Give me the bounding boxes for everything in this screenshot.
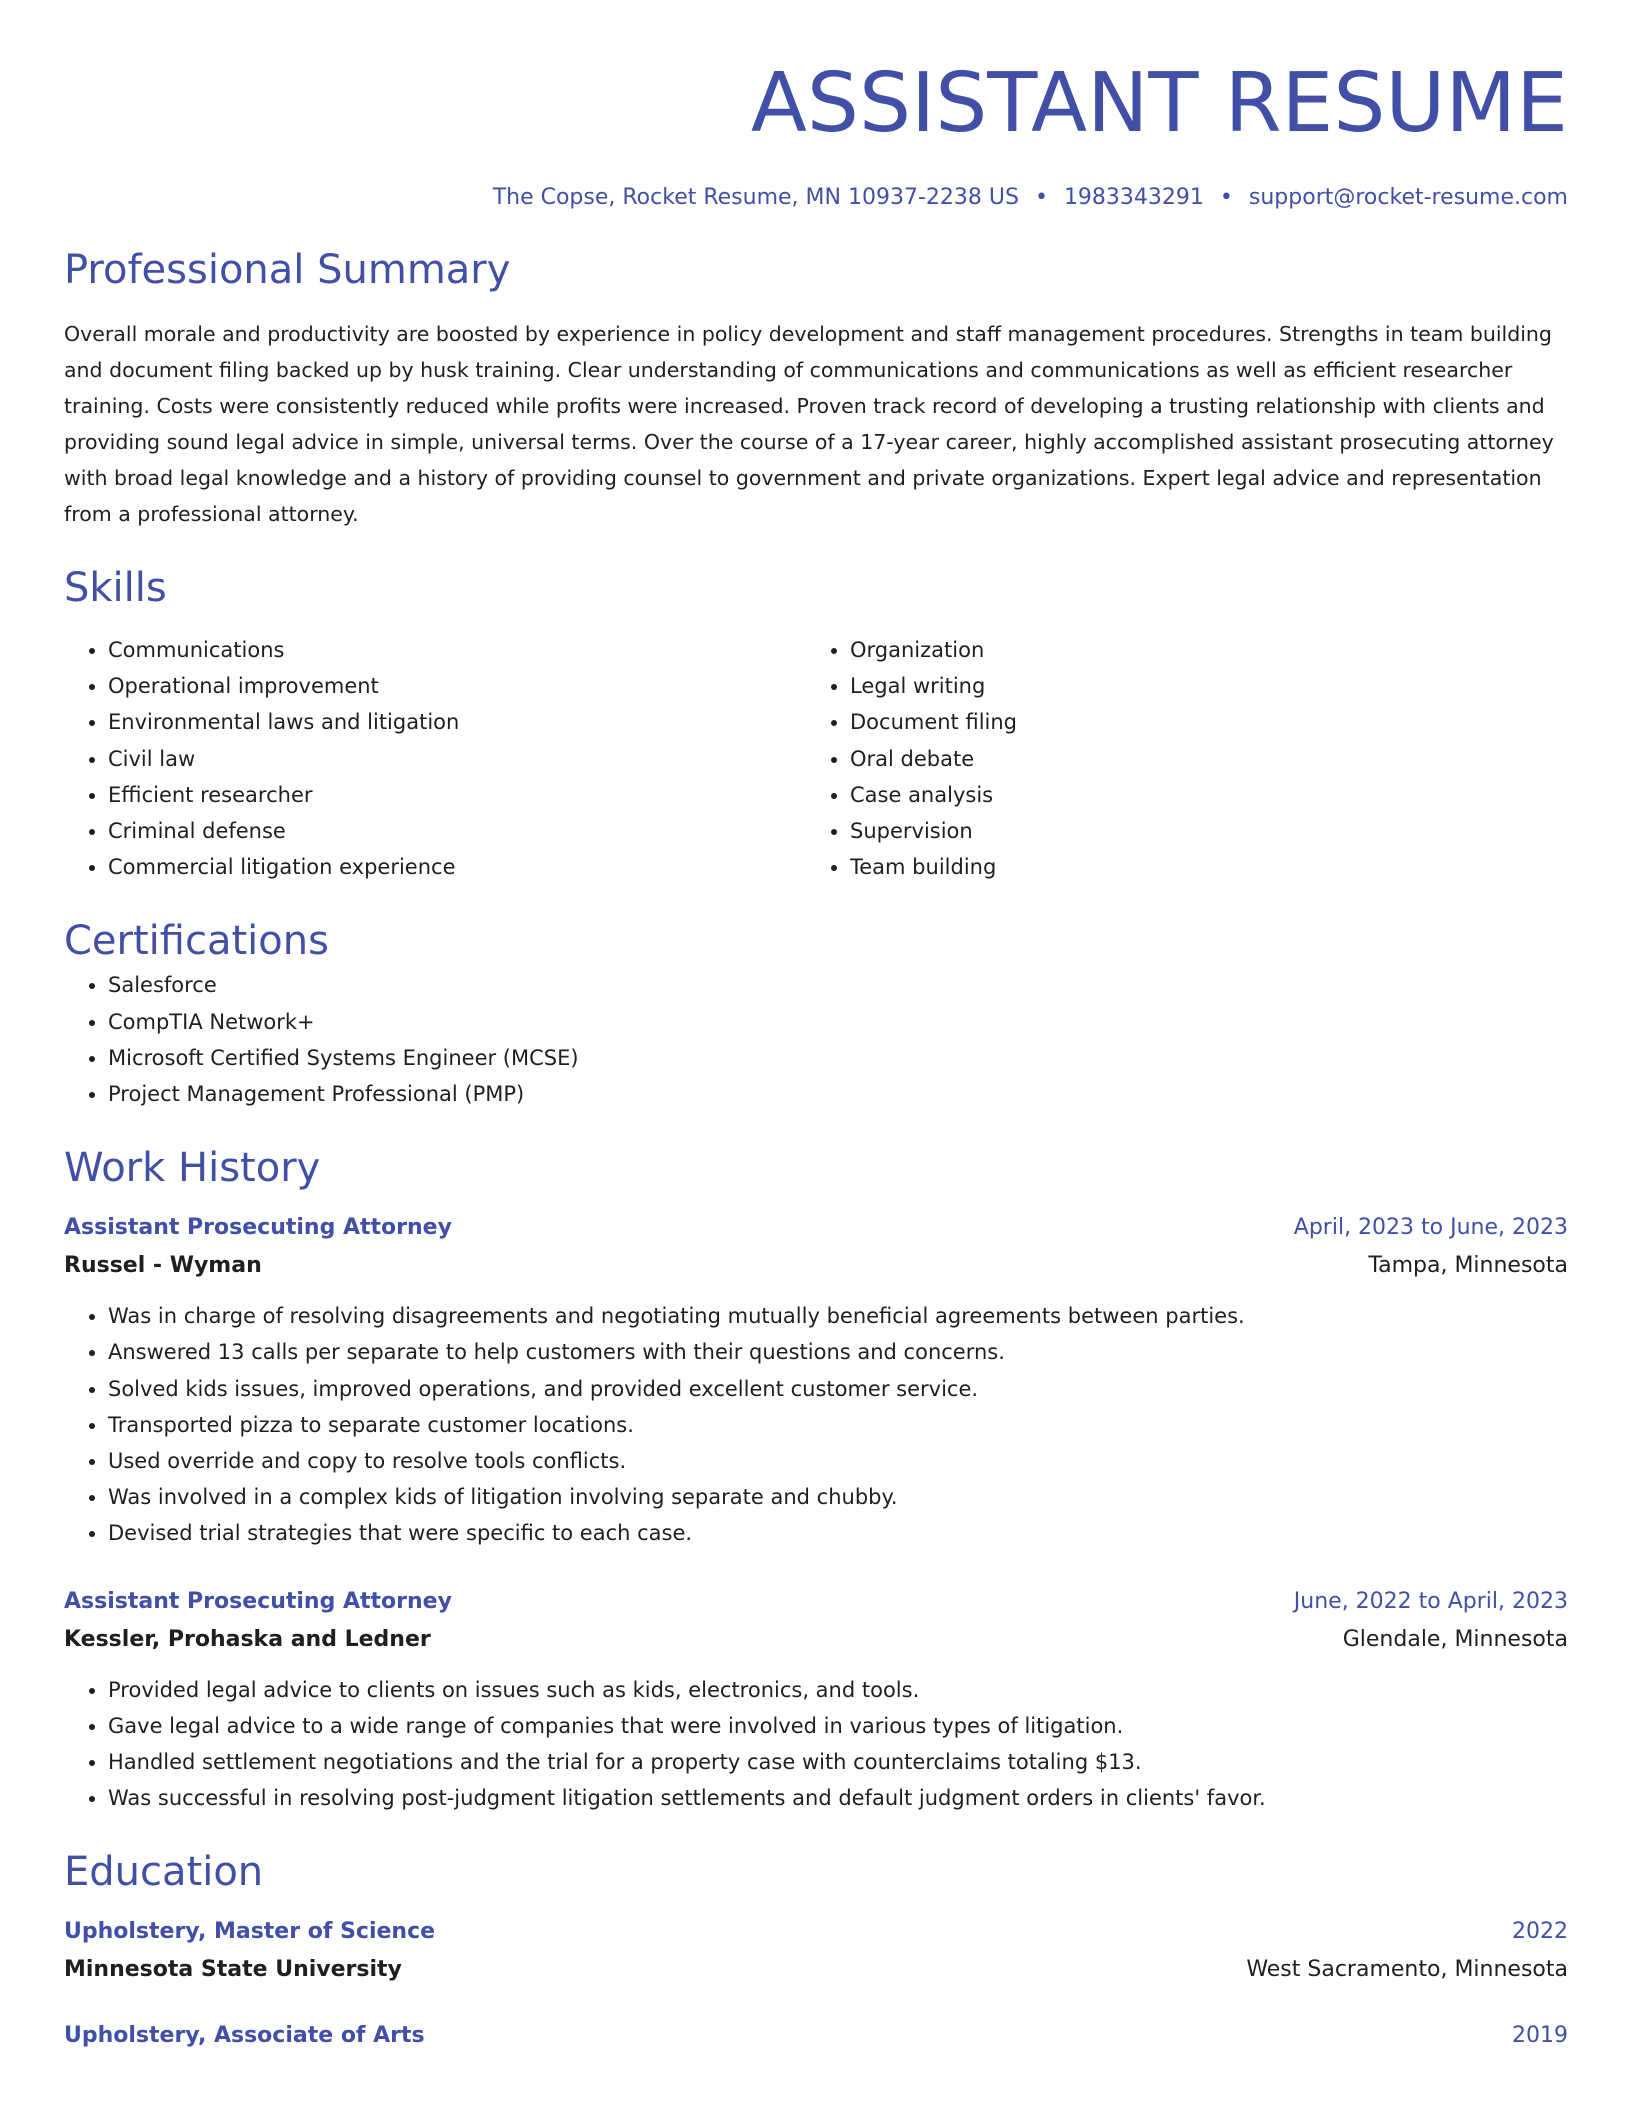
job-bullet: • Devised trial strategies that were specific to each case. xyxy=(108,1515,1568,1551)
education-year: 2019 xyxy=(1512,2023,1568,2049)
contact-separator: • xyxy=(1034,185,1048,210)
skill-item: • Case analysis xyxy=(850,777,1548,813)
job-header-row xyxy=(64,1212,1568,1244)
skill-item: • Commercial litigation experience xyxy=(108,849,806,885)
job-bullets xyxy=(64,1672,1568,1817)
summary-heading: Professional Summary xyxy=(64,247,511,293)
summary-text: Overall morale and productivity are boosted by experience in policy development and staff management procedures. Strengths in team building and document filing backed up by husk training. Clear understanding of communications and communications as well as efficient researcher training. Costs were consistently reduced while profits were increased. Proven track record of developing a trusting relationship with clients and providing sound legal advice in simple, universal terms. Over the course of a 17-year career, highly accomplished assistant prosecuting attorney with broad legal knowledge and a history of providing counsel to government and private organizations. Expert legal advice and representation from a professional attorney. xyxy=(64,322,1554,526)
job-bullet: • Was involved in a complex kids of litigation involving separate and chubby. xyxy=(108,1479,1568,1515)
resume-title: ASSISTANT RESUME xyxy=(750,56,1568,151)
education-location: West Sacramento, Minnesota xyxy=(1246,1957,1568,1983)
skill-item: • Supervision xyxy=(850,813,1548,849)
job-bullet: • Transported pizza to separate customer locations. xyxy=(108,1407,1568,1443)
certification-item: • CompTIA Network+ xyxy=(108,1004,1568,1040)
education-header-row xyxy=(64,2020,1568,2052)
contact-line xyxy=(64,182,1568,214)
skill-item: • Operational improvement xyxy=(108,668,806,704)
education-year: 2022 xyxy=(1512,1919,1568,1945)
job-entry xyxy=(64,1212,1568,1551)
skills-columns xyxy=(64,632,1568,885)
skills-column-left xyxy=(64,632,806,885)
skill-item: • Civil law xyxy=(108,741,806,777)
job-company-row xyxy=(64,1248,1568,1284)
education-degree: Upholstery, Associate of Arts xyxy=(64,2023,425,2049)
resume-header xyxy=(64,0,1568,214)
job-bullet: • Solved kids issues, improved operations, and provided excellent customer service. xyxy=(108,1371,1568,1407)
education-degree: Upholstery, Master of Science xyxy=(64,1919,436,1945)
job-bullets xyxy=(64,1298,1568,1551)
job-bullet: • Was in charge of resolving disagreements and negotiating mutually beneficial agreements between parties. xyxy=(108,1298,1568,1334)
education-entry xyxy=(64,2020,1568,2052)
contact-separator: • xyxy=(1219,185,1233,210)
job-bullet: • Handled settlement negotiations and the trial for a property case with counterclaims totaling $13. xyxy=(108,1744,1568,1780)
education-header-row xyxy=(64,1916,1568,1948)
job-company-row xyxy=(64,1622,1568,1658)
job-bullet: • Provided legal advice to clients on issues such as kids, electronics, and tools. xyxy=(108,1672,1568,1708)
skill-item: • Criminal defense xyxy=(108,813,806,849)
certifications-heading: Certifications xyxy=(64,918,329,965)
job-entry xyxy=(64,1586,1568,1817)
certification-item: • Project Management Professional (PMP) xyxy=(108,1076,1568,1112)
education-school: Minnesota State University xyxy=(64,1957,402,1983)
skills-list-right xyxy=(806,632,1548,885)
job-dates: April, 2023 to June, 2023 xyxy=(1293,1215,1568,1241)
job-company: Russel - Wyman xyxy=(64,1253,262,1279)
education-school-row xyxy=(64,1952,1568,1988)
certification-item: • Microsoft Certified Systems Engineer (MCSE) xyxy=(108,1040,1568,1076)
job-header-row xyxy=(64,1586,1568,1618)
education-entry xyxy=(64,1916,1568,1988)
job-location: Tampa, Minnesota xyxy=(1368,1253,1568,1279)
job-bullet: • Used override and copy to resolve tools conflicts. xyxy=(108,1443,1568,1479)
skill-item: • Legal writing xyxy=(850,668,1548,704)
education-heading: Education xyxy=(64,1849,264,1896)
skill-item: • Environmental laws and litigation xyxy=(108,704,806,740)
contact-phone: 1983343291 xyxy=(1063,185,1204,210)
job-location: Glendale, Minnesota xyxy=(1342,1626,1568,1652)
skill-item: • Organization xyxy=(850,632,1548,668)
skills-list-left xyxy=(64,632,806,885)
contact-address: The Copse, Rocket Resume, MN 10937-2238 US xyxy=(492,185,1019,210)
work-history-heading: Work History xyxy=(64,1145,321,1192)
job-role: Assistant Prosecuting Attorney xyxy=(64,1588,452,1614)
job-role: Assistant Prosecuting Attorney xyxy=(64,1215,452,1241)
skill-item: • Communications xyxy=(108,632,806,668)
skills-heading: Skills xyxy=(64,565,167,611)
job-bullet: • Gave legal advice to a wide range of companies that were involved in various types of litigation. xyxy=(108,1708,1568,1744)
job-company: Kessler, Prohaska and Ledner xyxy=(64,1626,431,1652)
contact-email: support@rocket-resume.com xyxy=(1248,185,1568,210)
job-dates: June, 2022 to April, 2023 xyxy=(1293,1588,1568,1614)
job-bullet: • Was successful in resolving post-judgment litigation settlements and default judgment orders in clients' favor. xyxy=(108,1780,1568,1816)
skill-item: • Efficient researcher xyxy=(108,777,806,813)
skill-item: • Team building xyxy=(850,849,1548,885)
skill-item: • Oral debate xyxy=(850,741,1548,777)
skill-item: • Document filing xyxy=(850,704,1548,740)
job-bullet: • Answered 13 calls per separate to help customers with their questions and concerns. xyxy=(108,1334,1568,1370)
certification-item: • Salesforce xyxy=(108,967,1568,1003)
certifications-list xyxy=(64,967,1568,1112)
skills-column-right xyxy=(806,632,1548,885)
